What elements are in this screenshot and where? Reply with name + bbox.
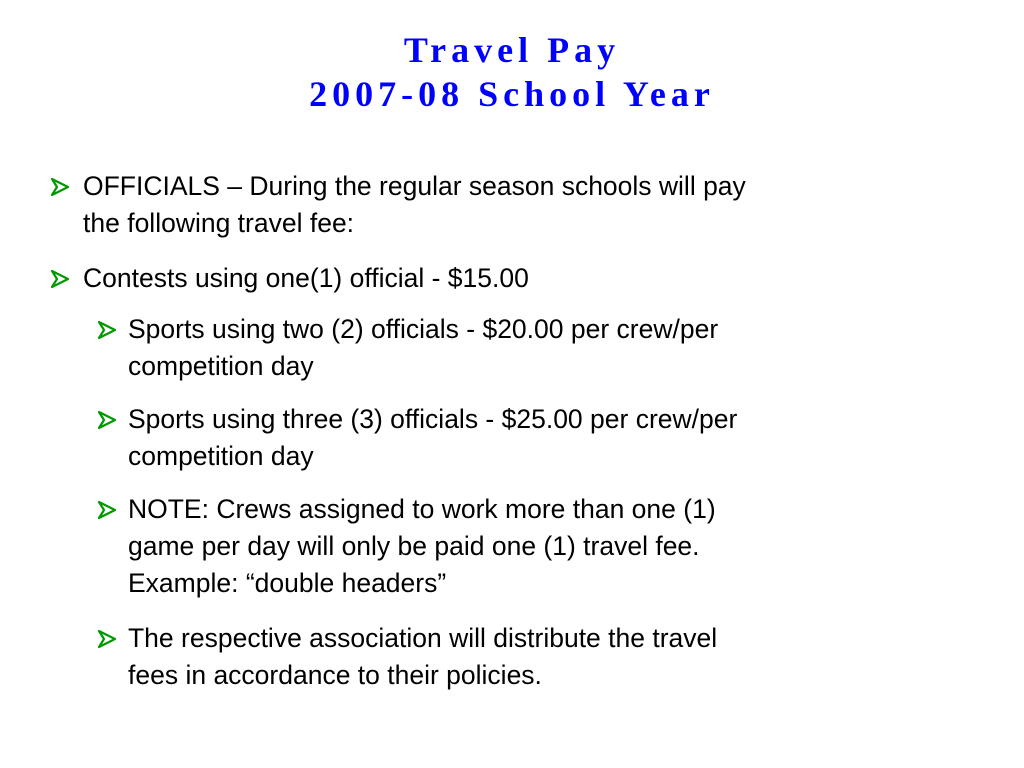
bullet-text-line: OFFICIALS – During the regular season schools will pay	[83, 171, 746, 201]
title-line-2: 2007-08 School Year	[309, 74, 715, 114]
arrow-bullet-icon	[50, 269, 70, 289]
arrow-bullet-icon	[97, 500, 117, 520]
bullet-text-line: competition day	[128, 351, 314, 381]
title-line-1: Travel Pay	[403, 30, 621, 70]
bullet-text-line: Example: “double headers”	[128, 568, 447, 598]
arrow-bullet-icon	[97, 320, 117, 340]
bullet-text-line: fees in accordance to their policies.	[128, 660, 542, 690]
bullet-text-line: The respective association will distribute the travel	[128, 623, 718, 653]
bullet-text-line: Contests using one(1) official - $15.00	[83, 263, 529, 293]
bullet-text-line: NOTE: Crews assigned to work more than one (1)	[128, 494, 716, 524]
bullet-text-line: the following travel fee:	[83, 208, 355, 238]
arrow-bullet-icon	[97, 410, 117, 430]
bullet-text-line: competition day	[128, 441, 314, 471]
arrow-bullet-icon	[97, 629, 117, 649]
slide-title	[0, 28, 1024, 116]
bullet-text-line: Sports using two (2) officials - $20.00 per crew/per	[128, 314, 719, 344]
bullet-text-line: Sports using three (3) officials - $25.00 per crew/per	[128, 404, 738, 434]
bullet-text-line: game per day will only be paid one (1) travel fee.	[128, 531, 700, 561]
arrow-bullet-icon	[50, 177, 70, 197]
